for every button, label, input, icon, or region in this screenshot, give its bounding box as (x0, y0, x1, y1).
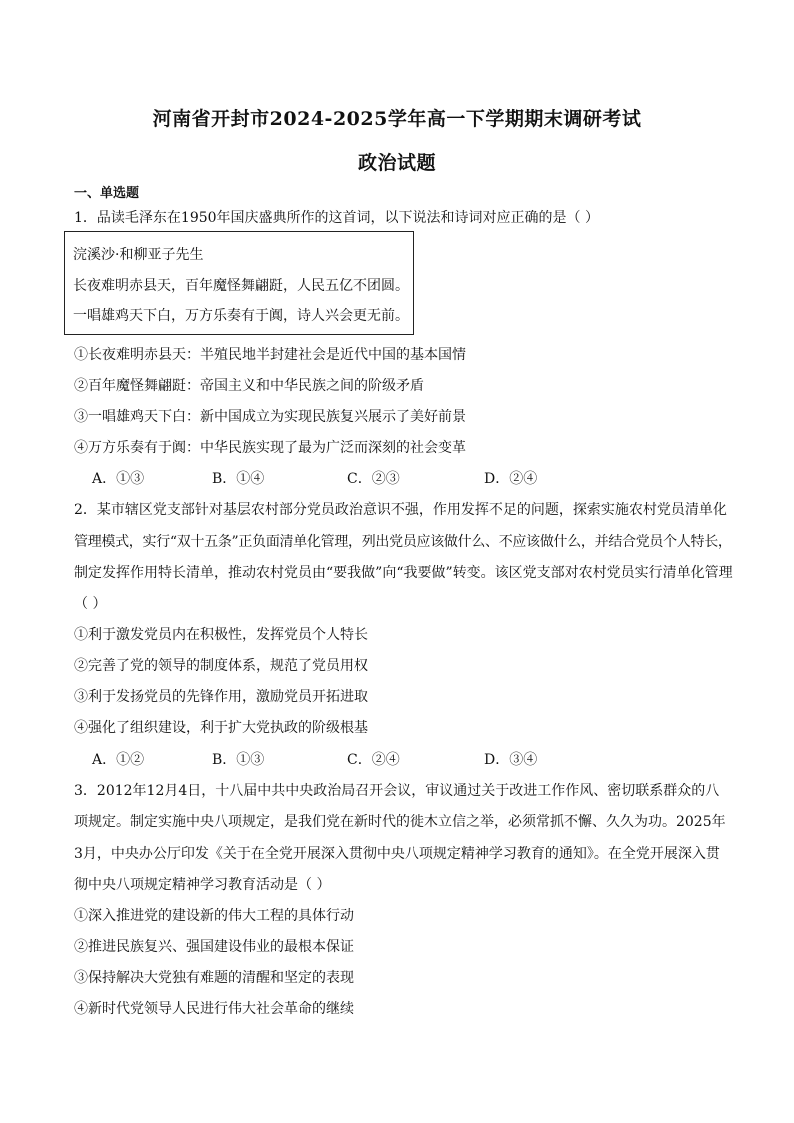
question-1-stem: 1．品读毛泽东在1950年国庆盛典所作的这首词，以下说法和诗词对应正确的是（ ） (74, 210, 599, 226)
poem-title: 浣溪沙·和柳亚子先生 (73, 247, 204, 263)
section-heading: 一、单选题 (74, 186, 140, 201)
question-2-option: ②完善了党的领导的制度体系，规范了党员用权 (74, 658, 368, 674)
question-1-option: ④万方乐奏有于阗：中华民族实现了最为广泛而深刻的社会变革 (74, 440, 466, 456)
choice-d[interactable]: D．②④ (484, 471, 538, 487)
choice-c[interactable]: C．②③ (347, 471, 400, 487)
question-2-stem: 2．某市辖区党支部针对基层农村部分党员政治意识不强，作用发挥不足的问题，探索实施农村党员清单化 (74, 502, 727, 518)
question-1-option: ②百年魔怪舞翩跹：帝国主义和中华民族之间的阶级矛盾 (74, 378, 424, 394)
choice-b[interactable]: B．①③ (212, 752, 265, 768)
poem-line: 长夜难明赤县天，百年魔怪舞翩跹，人民五亿不团圆。 (73, 278, 409, 294)
poem-line: 一唱雄鸡天下白，万方乐奏有于阗，诗人兴会更无前。 (73, 308, 409, 324)
question-3-option: ①深入推进党的建设新的伟大工程的具体行动 (74, 908, 354, 924)
question-3-option: ④新时代党领导人民进行伟大社会革命的继续 (74, 1001, 354, 1017)
question-3-stem: 3月，中央办公厅印发《关于在全党开展深入贯彻中央八项规定精神学习教育的通知》。在全党开展深入贯 (74, 846, 720, 862)
question-2-stem: （ ） (74, 596, 107, 612)
question-2-option: ③利于发扬党员的先锋作用，激励党员开拓进取 (74, 689, 368, 705)
question-1-option: ①长夜难明赤县天：半殖民地半封建社会是近代中国的基本国情 (74, 347, 466, 363)
question-3-stem: 3．2012年12月4日，十八届中共中央政治局召开会议，审议通过关于改进工作作风、密切联系群众的八 (74, 783, 720, 799)
question-3-option: ③保持解决大党独有难题的清醒和坚定的表现 (74, 970, 354, 986)
question-3-stem: 彻中央八项规定精神学习教育活动是（ ） (74, 877, 331, 893)
choice-c[interactable]: C．②④ (347, 752, 400, 768)
question-2-stem: 管理模式，实行“双十五条”正负面清单化管理，列出党员应该做什么、不应该做什么，并结合党员个人特长， (74, 534, 732, 550)
exam-subtitle: 政治试题 (357, 152, 436, 174)
question-2-option: ④强化了组织建设，利于扩大党执政的阶级根基 (74, 720, 368, 736)
question-2-stem: 制定发挥作用特长清单，推动农村党员由“要我做”向“我要做”转变。该区党支部对农村党员实行清单化管理 (74, 565, 733, 581)
poem-box (64, 231, 414, 335)
exam-title: 河南省开封市2024-2025学年高一下学期期末调研考试 (152, 108, 642, 130)
question-1-option: ③一唱雄鸡天下白：新中国成立为实现民族复兴展示了美好前景 (74, 409, 466, 425)
choice-a[interactable]: A．①③ (92, 471, 145, 487)
question-2-option: ①利于激发党员内在积极性，发挥党员个人特长 (74, 627, 368, 643)
choice-d[interactable]: D．③④ (484, 752, 538, 768)
choice-b[interactable]: B．①④ (212, 471, 265, 487)
question-3-stem: 项规定。制定实施中央八项规定，是我们党在新时代的徙木立信之举，必须常抓不懈、久久为功。2025年 (74, 814, 726, 830)
choice-a[interactable]: A．①② (92, 752, 145, 768)
question-3-option: ②推进民族复兴、强国建设伟业的最根本保证 (74, 939, 354, 955)
